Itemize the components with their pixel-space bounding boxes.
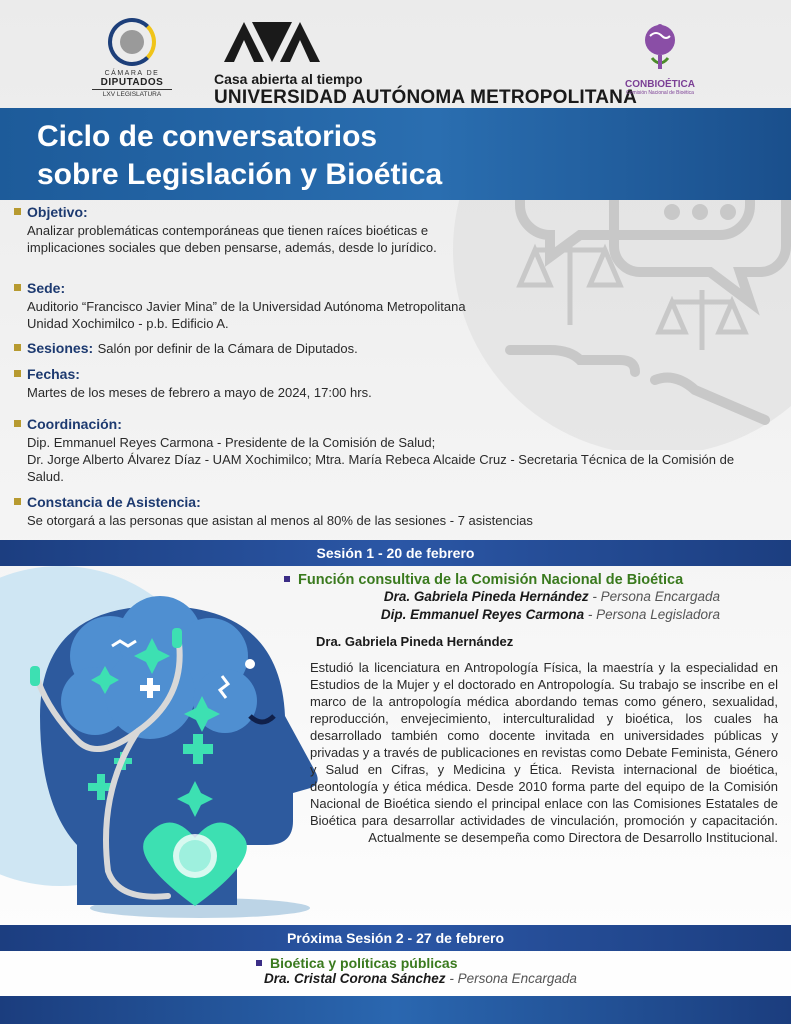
header-logos: [0, 0, 791, 108]
speaker-role: Persona Legisladora: [596, 607, 720, 622]
sede-block: [14, 280, 484, 332]
bullet-icon: [14, 344, 21, 351]
camara-line1: CÁMARA DE: [104, 70, 160, 77]
speaker-role: Persona Encargada: [600, 589, 720, 604]
coordinacion-label: Coordinación:: [27, 416, 122, 432]
conbioetica-name: CONBIOÉTICA: [625, 79, 695, 90]
camara-line3: LXV LEGISLATURA: [92, 89, 172, 98]
session1-talk: [284, 572, 784, 624]
speaker-role: Persona Encargada: [457, 971, 577, 986]
uam-name: UNIVERSIDAD AUTÓNOMA METROPOLITANA: [214, 87, 638, 108]
fechas-text: Martes de los meses de febrero a mayo de 2024, 17:00 hrs.: [27, 385, 372, 400]
bullet-icon: [14, 370, 21, 377]
session1-title-row: [284, 572, 784, 588]
bullet-icon: [284, 576, 290, 582]
sesiones-label: Sesiones:: [27, 340, 94, 356]
objetivo-block: [14, 204, 484, 256]
title-line1: Ciclo de conversatorios: [37, 120, 378, 153]
title-banner: [0, 108, 791, 200]
conbioetica-sub: Comisión Nacional de Bioética: [626, 90, 694, 96]
speaker-name: Dra. Cristal Corona Sánchez: [264, 971, 446, 986]
sesiones-text: Salón por definir de la Cámara de Diputados.: [97, 341, 358, 356]
conbioetica-logo-icon: [640, 22, 680, 72]
session2-bar: Próxima Sesión 2 - 27 de febrero: [0, 925, 791, 951]
camara-line2: DIPUTADOS: [100, 77, 164, 88]
sede-label: Sede:: [27, 280, 66, 296]
sede-text: Auditorio “Francisco Javier Mina” de la Universidad Autónoma Metropolitana Unidad Xochimilco - p.b. Edificio A.: [27, 299, 466, 331]
camara-diputados-logo: [92, 18, 172, 98]
footer-bar: [0, 996, 791, 1024]
constancia-label: Constancia de Asistencia:: [27, 494, 201, 510]
speaker-row: [284, 588, 784, 606]
session2-title: Bioética y políticas públicas: [270, 955, 458, 971]
objetivo-label: Objetivo:: [27, 204, 88, 220]
bullet-icon: [14, 208, 21, 215]
page-title: [37, 118, 442, 194]
bullet-icon: [256, 960, 262, 966]
coordinacion-block: [14, 416, 754, 485]
conbioetica-logo: [618, 22, 702, 96]
head-health-illustration: [0, 566, 330, 926]
speaker-separator: -: [584, 607, 597, 622]
uam-tagline: Casa abierta al tiempo: [214, 71, 363, 87]
session2-talk: [256, 955, 786, 986]
bio-text: Estudió la licenciatura en Antropología Física, la maestría y la especialidad en Estudios de la Mujer y el doctorado en Antropología. Su trabajo se inscribe en el marco de la antropología médica abordando temas como género, sexualidad, reproducción, envejecimiento, interculturalidad y bioética, los cuales ha desarrollado también como docente invitada en universidades públicas y privadas y a través de publicaciones en revistas como Debate Feminista, Género y Salud en Cifras, y Medicina y Ética. Revista internacional de bioética, deontología y ética médica. Desde 2010 forma parte del equipo de la Comisión Nacional de Bioética siendo el principal enlace con las Comisiones Estatales de Bioética para desarrollar actividades de vinculación, promoción y capacitación. Actualmente se desempeña como Directora de Desarrollo Institucional.: [310, 660, 778, 845]
speaker-separator: -: [588, 589, 601, 604]
fechas-label: Fechas:: [27, 366, 80, 382]
bio-name: Dra. Gabriela Pineda Hernández: [316, 634, 514, 649]
uam-logo-icon: [222, 20, 322, 64]
objetivo-text: Analizar problemáticas contemporáneas que tienen raíces bioéticas e implicaciones sociales que deben pensarse, además, desde lo jurídico.: [27, 223, 437, 255]
session1-title: Función consultiva de la Comisión Nacional de Bioética: [298, 572, 684, 588]
speaker-separator: -: [445, 971, 458, 986]
sesiones-block: [14, 340, 534, 358]
fechas-block: [14, 366, 534, 401]
constancia-text: Se otorgará a las personas que asistan al menos al 80% de las sesiones - 7 asistencias: [27, 513, 533, 528]
bullet-icon: [14, 420, 21, 427]
bullet-icon: [14, 498, 21, 505]
bullet-icon: [14, 284, 21, 291]
camara-seal-icon: [108, 18, 156, 66]
speaker-name: Dip. Emmanuel Reyes Carmona: [380, 607, 585, 622]
speaker-row: [284, 606, 784, 624]
title-line2: sobre Legislación y Bioética: [37, 158, 443, 191]
constancia-block: [14, 494, 754, 529]
coordinacion-line1: Dip. Emmanuel Reyes Carmona - Presidente de la Comisión de Salud;: [27, 435, 436, 450]
speaker-row: [264, 971, 786, 986]
session1-bar: Sesión 1 - 20 de febrero: [0, 540, 791, 566]
session2-title-row: [256, 955, 786, 971]
speaker-name: Dra. Gabriela Pineda Hernández: [383, 589, 589, 604]
uam-logo: [214, 20, 638, 109]
coordinacion-line2: Dr. Jorge Alberto Álvarez Díaz - UAM Xochimilco; Mtra. María Rebeca Alcaide Cruz - Secretaria Técnica de la Comisión de Salud.: [27, 452, 735, 484]
